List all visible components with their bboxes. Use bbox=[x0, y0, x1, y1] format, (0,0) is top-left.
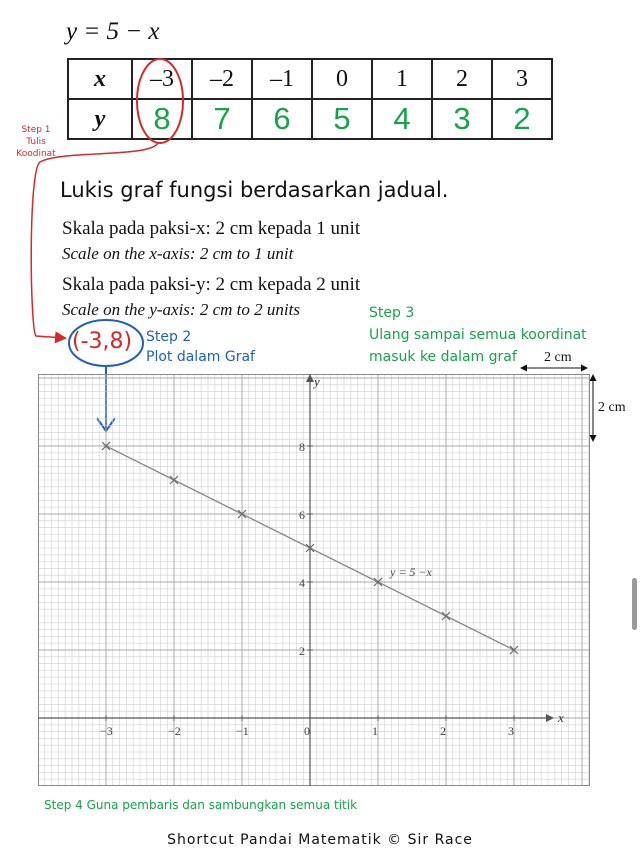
scale-y-english: Scale on the y-axis: 2 cm to 2 units bbox=[62, 300, 300, 319]
x-tick-label: 2 bbox=[440, 724, 446, 738]
highlight-circle-x bbox=[137, 59, 183, 143]
x-value: 1 bbox=[372, 59, 432, 99]
dimension-vertical-label: 2 cm bbox=[598, 400, 626, 415]
example-coordinate: (-3,8) bbox=[72, 329, 133, 354]
y-tick-label: 6 bbox=[299, 508, 305, 522]
step2-text: Plot dalam Graf bbox=[146, 349, 255, 365]
y-value: 6 bbox=[252, 99, 312, 139]
y-tick-label: 2 bbox=[299, 644, 305, 658]
graph-paper bbox=[38, 374, 590, 786]
step1-line2: Tulis bbox=[26, 137, 46, 147]
x-tick-label: −2 bbox=[168, 724, 181, 738]
step1-line3: Koodinat bbox=[16, 149, 56, 159]
instruction-text: Lukis graf fungsi berdasarkan jadual. bbox=[60, 178, 449, 202]
x-value: –2 bbox=[192, 59, 252, 99]
footer-credit: Shortcut Pandai Matematik © Sir Race bbox=[167, 832, 473, 848]
x-header: x bbox=[68, 59, 132, 99]
x-value: –1 bbox=[252, 59, 312, 99]
y-value: 4 bbox=[372, 99, 432, 139]
step3-line3: masuk ke dalam graf bbox=[369, 349, 517, 365]
x-tick-label: −1 bbox=[236, 724, 249, 738]
step4-note: Step 4 Guna pembaris dan sambungkan semua titik bbox=[44, 798, 358, 812]
y-value: 2 bbox=[492, 99, 552, 139]
x-tick-label: −3 bbox=[100, 724, 113, 738]
x-tick-label: 1 bbox=[372, 724, 378, 738]
equation-title: y = 5 − x bbox=[66, 18, 160, 45]
x-value: 2 bbox=[432, 59, 492, 99]
line-label: y = 5 −x bbox=[390, 565, 432, 579]
y-value: 8 bbox=[132, 99, 192, 139]
step2-title: Step 2 bbox=[146, 329, 192, 345]
x-value: –3 bbox=[132, 59, 192, 99]
y-value: 3 bbox=[432, 99, 492, 139]
x-value: 0 bbox=[312, 59, 372, 99]
x-tick-label: 0 bbox=[304, 724, 310, 738]
step3-line2: Ulang sampai semua koordinat bbox=[369, 327, 587, 343]
step1-title: Step 1 bbox=[21, 125, 51, 135]
y-value: 5 bbox=[312, 99, 372, 139]
y-tick-label: 4 bbox=[299, 576, 305, 590]
y-tick-label: 8 bbox=[299, 440, 305, 454]
scale-x-english: Scale on the x-axis: 2 cm to 1 unit bbox=[62, 244, 294, 263]
y-axis-label: y bbox=[314, 374, 320, 389]
highlight-circle-coordinate bbox=[69, 320, 143, 366]
x-axis-arrow bbox=[546, 714, 554, 722]
dimension-horizontal-label: 2 cm bbox=[544, 350, 572, 365]
step1-arrow bbox=[31, 143, 158, 338]
scale-y-malay: Skala pada paksi-y: 2 cm kepada 2 unit bbox=[62, 274, 361, 295]
y-value: 7 bbox=[192, 99, 252, 139]
step3-title: Step 3 bbox=[369, 305, 415, 321]
x-value: 3 bbox=[492, 59, 552, 99]
y-header: y bbox=[68, 99, 132, 139]
x-axis-label: x bbox=[558, 710, 564, 725]
scale-x-malay: Skala pada paksi-x: 2 cm kepada 1 unit bbox=[62, 218, 361, 239]
scrollbar-thumb[interactable] bbox=[632, 578, 637, 630]
graph-border bbox=[39, 375, 590, 786]
x-tick-label: 3 bbox=[508, 724, 514, 738]
